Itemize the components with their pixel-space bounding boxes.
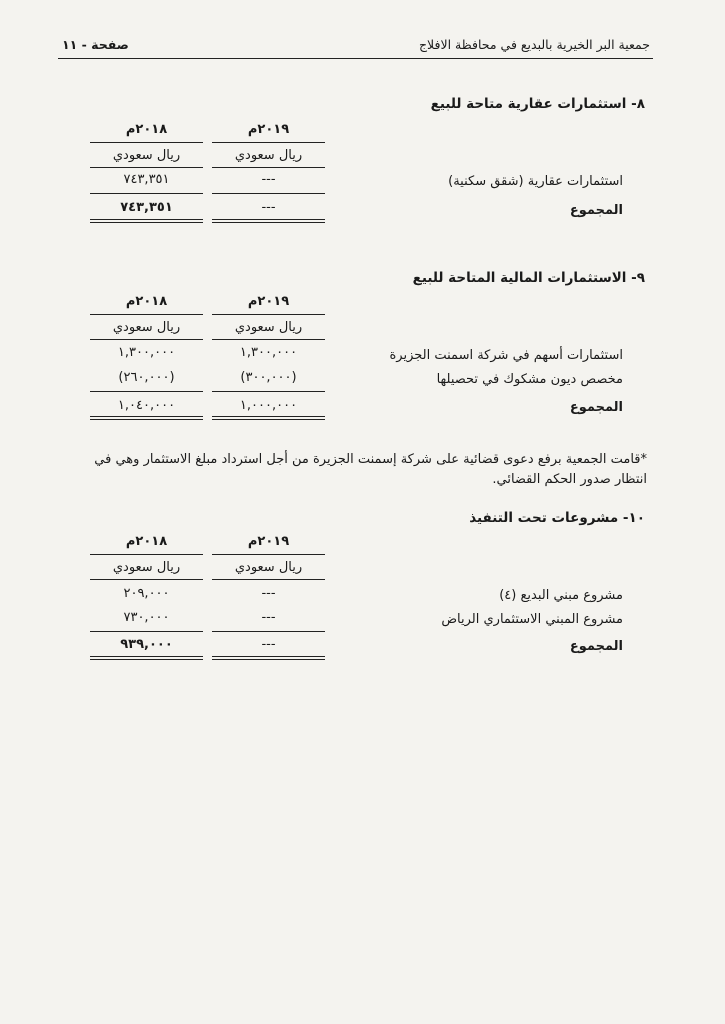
section-8-currency-2019: ريال سعودي bbox=[234, 148, 303, 163]
section-8-header-rule-2019 bbox=[212, 142, 325, 143]
section-10-total-label: المجموع bbox=[569, 639, 623, 654]
section-10-total-2019: --- bbox=[261, 637, 276, 652]
section-8-total-double-rule-2019 bbox=[212, 219, 325, 223]
section-10-year-2019: ٢٠١٩م bbox=[247, 534, 290, 549]
section-9-total-double-rule-2019 bbox=[212, 416, 325, 420]
section-9-currency-2019: ريال سعودي bbox=[234, 320, 303, 335]
section-9-row-1-label: استثمارات أسهم في شركة اسمنت الجزيرة bbox=[389, 348, 623, 363]
section-9-row-2-2019: (٣٠٠,٠٠٠) bbox=[240, 370, 297, 385]
section-9-currency-rule-2018 bbox=[90, 339, 203, 340]
section-9-header-rule-2019 bbox=[212, 314, 325, 315]
section-9-title: ٩- الاستثمارات المالية المتاحة للبيع bbox=[412, 270, 645, 286]
section-9-row-2-label: مخصص ديون مشكوك في تحصيلها bbox=[436, 372, 623, 387]
section-9-total-2019: ١,٠٠٠,٠٠٠ bbox=[239, 398, 298, 413]
section-8-row-1-2018: ٧٤٣,٣٥١ bbox=[123, 172, 170, 187]
page-number: صفحة - ١١ bbox=[62, 37, 129, 52]
section-10-row-2-2018: ٧٣٠,٠٠٠ bbox=[123, 610, 170, 625]
organization-title: جمعية البر الخيرية بالبديع في محافظة الافلاج bbox=[418, 37, 650, 52]
section-10-currency-2019: ريال سعودي bbox=[234, 560, 303, 575]
section-9-currency-2018: ريال سعودي bbox=[112, 320, 181, 335]
section-10-header-rule-2019 bbox=[212, 554, 325, 555]
section-9-total-label: المجموع bbox=[569, 400, 623, 415]
section-8-row-1-2019: --- bbox=[261, 172, 276, 187]
section-9-subtotal-rule-2018 bbox=[90, 391, 203, 392]
section-9-currency-rule-2019 bbox=[212, 339, 325, 340]
section-8-total-double-rule-2018 bbox=[90, 219, 203, 223]
section-9-row-1-2019: ١,٣٠٠,٠٠٠ bbox=[239, 345, 298, 360]
section-10-total-2018: ٩٣٩,٠٠٠ bbox=[120, 637, 173, 652]
section-10-year-2018: ٢٠١٨م bbox=[125, 534, 168, 549]
section-10-row-2-label: مشروع المبني الاستثماري الرياض bbox=[441, 612, 623, 627]
section-10-header-rule-2018 bbox=[90, 554, 203, 555]
section-8-year-2019: ٢٠١٩م bbox=[247, 122, 290, 137]
section-8-row-1-label: استثمارات عقارية (شقق سكنية) bbox=[448, 174, 623, 189]
header-divider bbox=[58, 58, 653, 59]
section-9-row-1-2018: ١,٣٠٠,٠٠٠ bbox=[117, 345, 176, 360]
section-10-total-double-rule-2018 bbox=[90, 656, 203, 660]
section-10-row-1-label: مشروع مبني البديع (٤) bbox=[499, 588, 623, 603]
section-10-row-1-2018: ٢٠٩,٠٠٠ bbox=[123, 586, 170, 601]
section-10-currency-2018: ريال سعودي bbox=[112, 560, 181, 575]
section-8-total-2019: --- bbox=[261, 200, 276, 215]
section-9-year-2018: ٢٠١٨م bbox=[125, 294, 168, 309]
section-9-note-line-2: انتظار صدور الحكم القضائي. bbox=[492, 472, 647, 487]
section-8-header-rule-2018 bbox=[90, 142, 203, 143]
section-8-title: ٨- استثمارات عقارية متاحة للبيع bbox=[430, 96, 645, 112]
section-8-total-2018: ٧٤٣,٣٥١ bbox=[120, 200, 173, 215]
section-10-subtotal-rule-2018 bbox=[90, 631, 203, 632]
section-10-currency-rule-2019 bbox=[212, 579, 325, 580]
section-10-total-double-rule-2019 bbox=[212, 656, 325, 660]
section-10-title: ١٠- مشروعات تحت التنفيذ bbox=[469, 510, 645, 526]
section-9-header-rule-2018 bbox=[90, 314, 203, 315]
section-8-subtotal-rule-2019 bbox=[212, 193, 325, 194]
section-8-currency-rule-2019 bbox=[212, 167, 325, 168]
section-9-note-line-1: *قامت الجمعية برفع دعوى قضائية على شركة إسمنت الجزيرة من أجل استرداد مبلغ الاستثمار وهي في bbox=[94, 452, 647, 467]
section-9-total-double-rule-2018 bbox=[90, 416, 203, 420]
section-10-row-1-2019: --- bbox=[261, 586, 276, 601]
section-8-currency-rule-2018 bbox=[90, 167, 203, 168]
section-10-row-2-2019: --- bbox=[261, 610, 276, 625]
section-10-subtotal-rule-2019 bbox=[212, 631, 325, 632]
section-9-row-2-2018: (٢٦٠,٠٠٠) bbox=[118, 370, 175, 385]
section-8-year-2018: ٢٠١٨م bbox=[125, 122, 168, 137]
section-9-year-2019: ٢٠١٩م bbox=[247, 294, 290, 309]
section-8-currency-2018: ريال سعودي bbox=[112, 148, 181, 163]
section-8-subtotal-rule-2018 bbox=[90, 193, 203, 194]
section-9-subtotal-rule-2019 bbox=[212, 391, 325, 392]
section-9-total-2018: ١,٠٤٠,٠٠٠ bbox=[117, 398, 176, 413]
section-8-total-label: المجموع bbox=[569, 203, 623, 218]
section-10-currency-rule-2018 bbox=[90, 579, 203, 580]
